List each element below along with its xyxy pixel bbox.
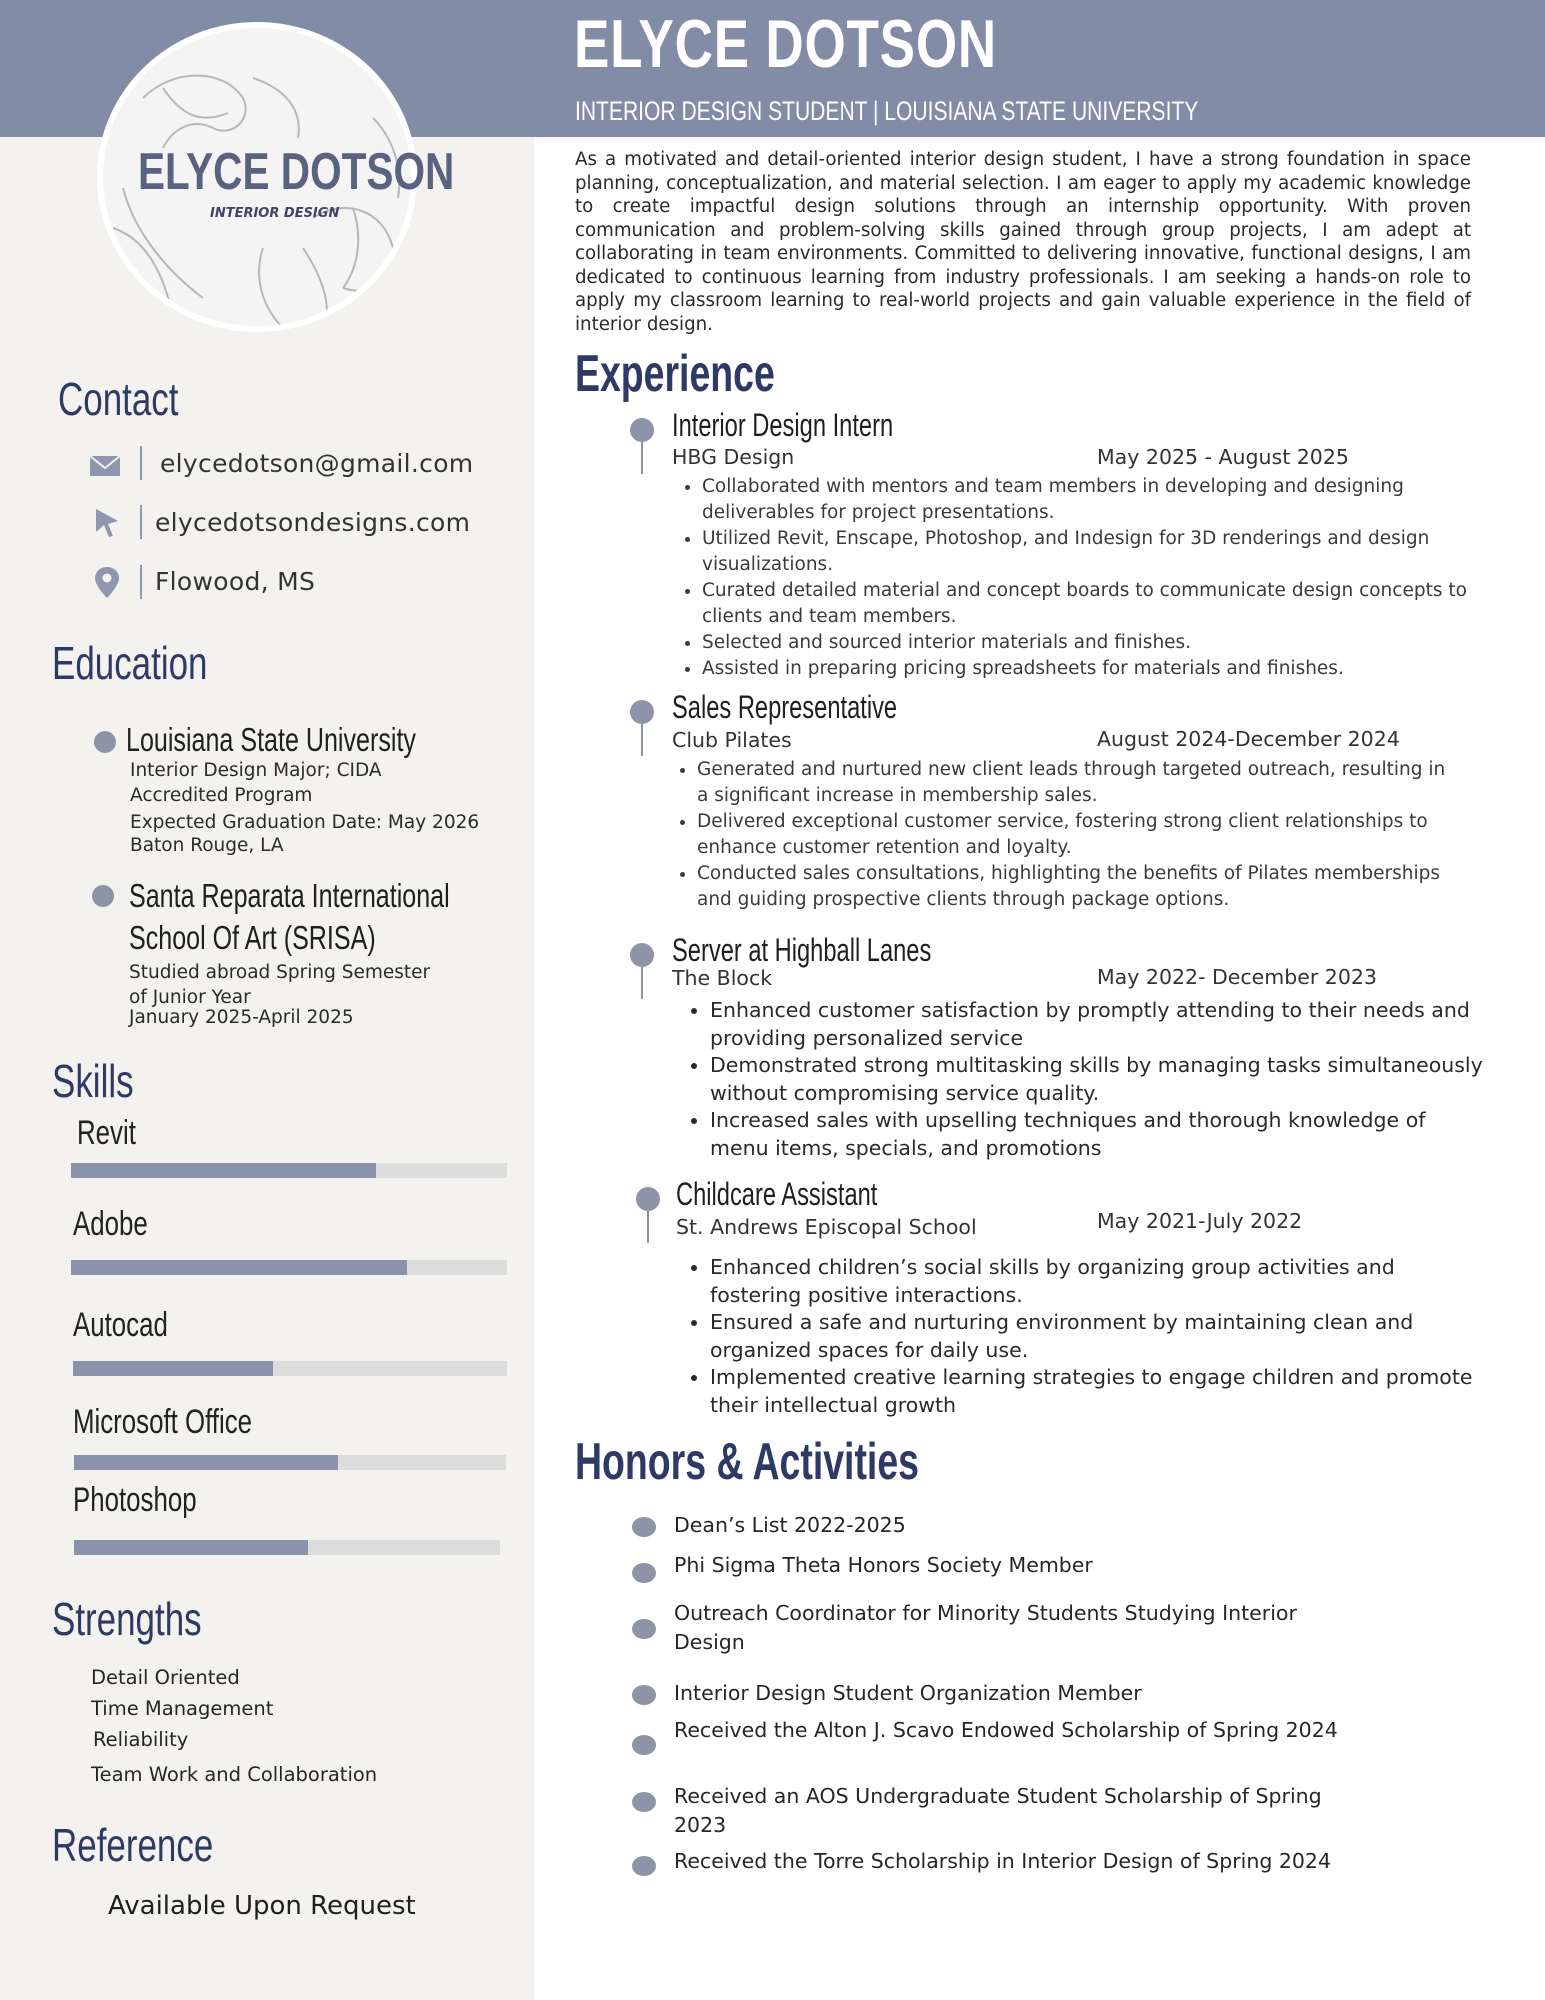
skill-bar-fill xyxy=(73,1361,273,1376)
job-company: The Block xyxy=(672,966,773,990)
logo-tagline: INTERIOR DESIGN xyxy=(210,206,340,221)
education-school: School Of Art (SRISA) xyxy=(129,919,376,956)
skill-name: Adobe xyxy=(73,1205,148,1243)
job-company: Club Pilates xyxy=(672,728,792,752)
skill-bar-track xyxy=(71,1260,507,1275)
job-title: Sales Representative xyxy=(672,689,898,725)
education-detail-line: Baton Rouge, LA xyxy=(130,835,284,856)
bullet-dot xyxy=(632,1792,656,1812)
job-bullet: • Implemented creative learning strategies to engage children and promote their intellectual growth xyxy=(710,1364,1490,1419)
timeline-line xyxy=(641,722,643,756)
honor-item: Received the Torre Scholarship in Interior Design of Spring 2024 xyxy=(674,1849,1332,1873)
honor-item: Phi Sigma Theta Honors Society Member xyxy=(674,1553,1093,1577)
contact-separator xyxy=(140,446,142,480)
contact-heading: Contact xyxy=(58,373,179,425)
resume-subtitle: INTERIOR DESIGN STUDENT | LOUISIANA STATE UNIVERSITY xyxy=(575,96,1199,126)
job-bullet: • Curated detailed material and concept boards to communicate design concepts to clients and team members. xyxy=(702,578,1482,630)
timeline-dot xyxy=(630,943,654,967)
honor-item: Received an AOS Undergraduate Student Scholarship of Spring 2023 xyxy=(674,1784,1322,1837)
honors-heading: Honors & Activities xyxy=(575,1433,919,1491)
job-bullet: • Utilized Revit, Enscape, Photoshop, and Indesign for 3D renderings and design visualizations. xyxy=(702,526,1482,578)
strength-item: Reliability xyxy=(93,1728,189,1751)
cursor-icon xyxy=(92,506,126,540)
strength-item: Detail Oriented xyxy=(91,1666,240,1689)
skills-heading: Skills xyxy=(52,1055,134,1107)
skill-bar-track xyxy=(74,1540,500,1555)
logo-name: ELYCE DOTSON xyxy=(138,143,455,201)
contact-separator xyxy=(140,505,142,539)
job-company: HBG Design xyxy=(672,445,795,469)
reference-heading: Reference xyxy=(52,1819,214,1871)
summary-paragraph: As a motivated and detail-oriented interior design student, I have a strong foundation in space planning, conceptualization, and material selection. I am eager to apply my academic knowledge to create impactful design solutions through an internship opportunity. With proven communication and problem-solving skills gained through group projects, I am adept at collaborating in team environments. Committed to delivering innovative, functional designs, I am dedicated to continuous learning from industry professionals. I am seeking a hands-on role to apply my classroom learning to real-world projects and gain valuable experience in the field of interior design. xyxy=(575,149,1471,335)
skill-bar-track xyxy=(73,1361,507,1376)
timeline-line xyxy=(641,965,643,999)
job-title: Interior Design Intern xyxy=(672,407,894,443)
job-bullet: • Enhanced customer satisfaction by promptly attending to their needs and providing personalized service xyxy=(710,997,1490,1052)
job-company: St. Andrews Episcopal School xyxy=(676,1215,977,1239)
timeline-line xyxy=(641,440,643,474)
education-detail-line: Expected Graduation Date: May 2026 xyxy=(130,812,480,833)
contact-separator xyxy=(140,565,142,599)
job-bullet: • Selected and sourced interior materials and finishes. xyxy=(702,630,1482,656)
job-dates: May 2022- December 2023 xyxy=(1097,965,1377,989)
education-detail-line: Studied abroad Spring Semester xyxy=(129,962,431,983)
education-school: Santa Reparata International xyxy=(129,877,450,914)
job-bullets xyxy=(667,757,1457,913)
skill-bar-fill xyxy=(71,1260,407,1275)
job-bullet: • Conducted sales consultations, highlighting the benefits of Pilates memberships and guiding prospective clients through package options. xyxy=(697,861,1457,913)
skill-name: Autocad xyxy=(73,1306,168,1344)
bullet-dot xyxy=(632,1517,656,1537)
bullet-dot xyxy=(92,885,114,907)
skill-bar-fill xyxy=(74,1540,308,1555)
job-bullet: • Increased sales with upselling techniques and thorough knowledge of menu items, specials, and promotions xyxy=(710,1107,1490,1162)
education-detail xyxy=(129,961,430,1029)
job-bullet: • Ensured a safe and nurturing environment by maintaining clean and organized spaces for daily use. xyxy=(710,1309,1490,1364)
job-title: Childcare Assistant xyxy=(676,1176,878,1212)
education-detail-line: Accredited Program xyxy=(130,785,313,806)
skill-bar-track xyxy=(74,1455,506,1470)
education-detail-line: January 2025-April 2025 xyxy=(129,1007,354,1028)
job-bullets xyxy=(672,474,1482,682)
timeline-dot xyxy=(636,1187,660,1211)
skill-bar-fill xyxy=(71,1163,376,1178)
education-detail-line: Interior Design Major; CIDA xyxy=(130,760,382,781)
job-bullet: • Collaborated with mentors and team members in developing and designing deliverables for project presentations. xyxy=(702,474,1482,526)
honor-item: Received the Alton J. Scavo Endowed Scholarship of Spring 2024 xyxy=(674,1718,1338,1742)
education-detail-line: of Junior Year xyxy=(129,987,251,1008)
skill-name: Microsoft Office xyxy=(73,1403,253,1441)
location-text: Flowood, MS xyxy=(155,567,316,596)
skill-name: Revit xyxy=(77,1114,136,1152)
email-text[interactable]: elycedotson@gmail.com xyxy=(160,449,474,478)
job-dates: August 2024-December 2024 xyxy=(1097,727,1400,751)
job-bullet: • Delivered exceptional customer service, fostering strong client relationships to enhance customer retention and loyalty. xyxy=(697,809,1457,861)
job-bullet: • Enhanced children’s social skills by organizing group activities and fostering positive interactions. xyxy=(710,1254,1490,1309)
education-school: Louisiana State University xyxy=(126,721,416,758)
education-detail xyxy=(130,759,479,857)
job-dates: May 2025 - August 2025 xyxy=(1097,445,1349,469)
job-bullets xyxy=(680,1254,1490,1419)
job-bullet: • Assisted in preparing pricing spreadsheets for materials and finishes. xyxy=(702,656,1482,682)
strengths-heading: Strengths xyxy=(52,1593,202,1645)
job-bullet: • Demonstrated strong multitasking skills by managing tasks simultaneously without compromising service quality. xyxy=(710,1052,1490,1107)
bullet-dot xyxy=(632,1685,656,1705)
bullet-dot xyxy=(632,1856,656,1876)
location-pin-icon xyxy=(90,565,124,599)
skill-bar-track xyxy=(71,1163,507,1178)
resume-name: ELYCE DOTSON xyxy=(574,6,997,82)
timeline-dot xyxy=(630,418,654,442)
timeline-dot xyxy=(630,700,654,724)
experience-heading: Experience xyxy=(575,345,775,403)
honor-item: Dean’s List 2022-2025 xyxy=(674,1513,906,1537)
bullet-dot xyxy=(632,1563,656,1583)
skill-name: Photoshop xyxy=(73,1481,197,1519)
job-bullets xyxy=(680,997,1490,1162)
bullet-dot xyxy=(632,1619,656,1639)
job-title: Server at Highball Lanes xyxy=(672,932,932,968)
job-dates: May 2021-July 2022 xyxy=(1097,1209,1303,1233)
honor-item: Outreach Coordinator for Minority Students Studying Interior Design xyxy=(674,1601,1297,1654)
email-icon xyxy=(88,449,122,483)
education-heading: Education xyxy=(52,637,208,689)
honor-item: Interior Design Student Organization Member xyxy=(674,1681,1142,1705)
strength-item: Team Work and Collaboration xyxy=(91,1763,378,1786)
bullet-dot xyxy=(94,731,116,753)
bullet-dot xyxy=(632,1735,656,1755)
job-bullet: • Generated and nurtured new client leads through targeted outreach, resulting in a significant increase in membership sales. xyxy=(697,757,1457,809)
website-text[interactable]: elycedotsondesigns.com xyxy=(155,508,471,537)
reference-text: Available Upon Request xyxy=(108,1891,416,1921)
timeline-line xyxy=(647,1209,649,1243)
strength-item: Time Management xyxy=(91,1697,274,1720)
skill-bar-fill xyxy=(74,1455,338,1470)
